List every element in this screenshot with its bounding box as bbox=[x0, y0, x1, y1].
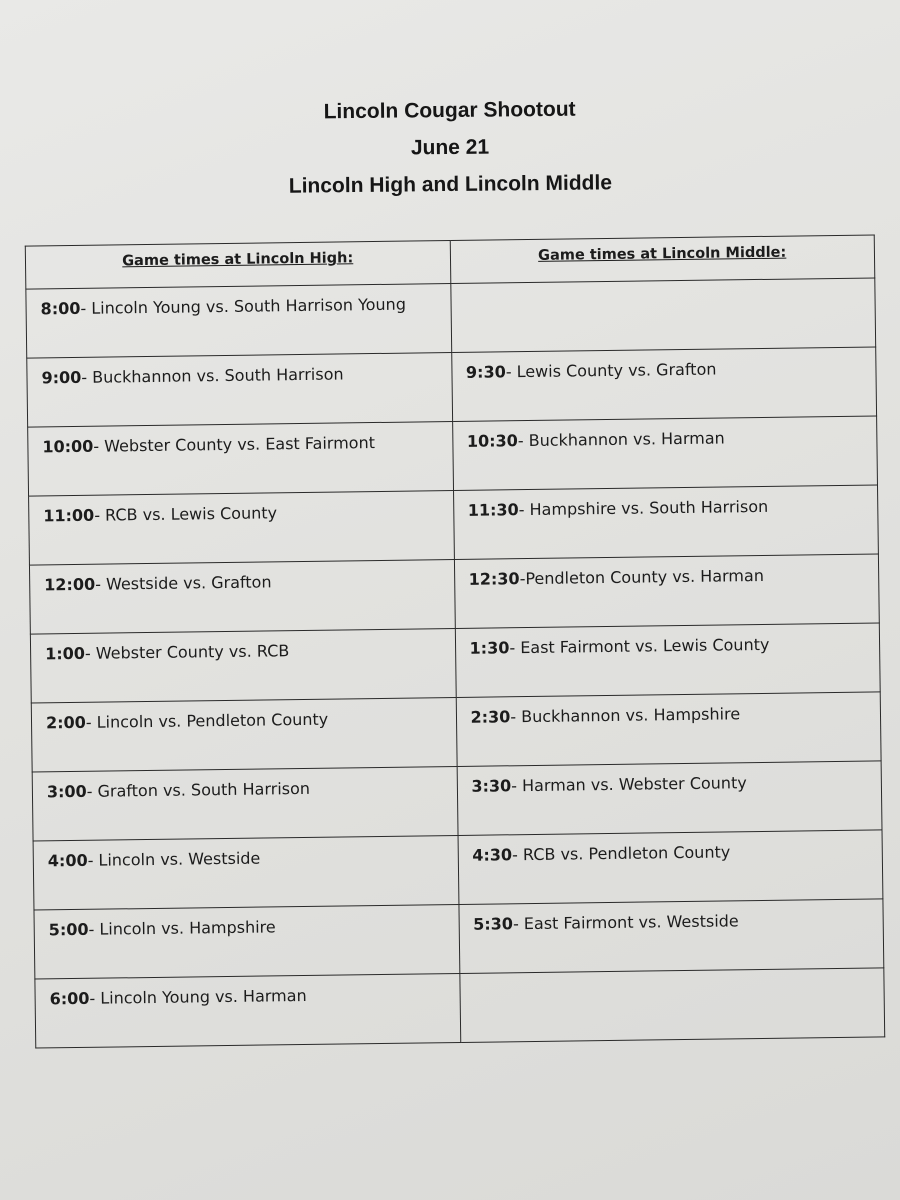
game-matchup: - Lincoln vs. Hampshire bbox=[88, 917, 276, 939]
game-matchup: - East Fairmont vs. Westside bbox=[512, 911, 739, 934]
middle-game-cell bbox=[458, 899, 883, 974]
game-matchup: - RCB vs. Pendleton County bbox=[511, 842, 731, 865]
table-row bbox=[33, 830, 883, 910]
game-time: 6:00 bbox=[49, 988, 90, 1009]
game-time: 5:00 bbox=[48, 919, 89, 940]
middle-game-cell bbox=[451, 347, 876, 422]
high-game-cell bbox=[29, 491, 454, 566]
game-time: 11:00 bbox=[43, 505, 95, 526]
middle-game-cell bbox=[453, 485, 878, 560]
game-time: 5:30 bbox=[473, 914, 514, 934]
game-time: 12:30 bbox=[468, 569, 520, 589]
table-row bbox=[29, 485, 879, 565]
game-time: 11:30 bbox=[467, 500, 519, 520]
event-venues: Lincoln High and Lincoln Middle bbox=[288, 171, 613, 198]
game-time: 2:30 bbox=[470, 707, 511, 727]
table-row bbox=[27, 347, 877, 427]
high-game-cell bbox=[34, 904, 459, 979]
game-matchup: - Lincoln vs. Westside bbox=[87, 848, 261, 870]
column-header-lincoln-high: Game times at Lincoln High: bbox=[25, 241, 450, 290]
middle-game-cell bbox=[450, 278, 875, 353]
game-matchup: - Buckhannon vs. Hampshire bbox=[510, 704, 741, 727]
table-row bbox=[28, 416, 878, 496]
game-time: 9:30 bbox=[465, 362, 506, 382]
middle-game-cell bbox=[457, 761, 882, 836]
game-time: 3:30 bbox=[471, 776, 512, 796]
game-matchup: - Lincoln Young vs. South Harrison Young bbox=[80, 294, 407, 318]
high-game-cell bbox=[31, 697, 456, 772]
game-matchup: - Webster County vs. East Fairmont bbox=[93, 433, 376, 456]
middle-game-cell bbox=[459, 968, 884, 1043]
high-game-cell bbox=[30, 629, 455, 704]
game-time: 12:00 bbox=[44, 574, 96, 595]
game-time: 9:00 bbox=[41, 367, 82, 388]
document-header bbox=[0, 87, 900, 207]
game-matchup: - Buckhannon vs. South Harrison bbox=[81, 364, 344, 387]
game-time: 10:30 bbox=[466, 431, 518, 451]
table-row bbox=[34, 899, 884, 979]
table-row bbox=[31, 692, 881, 772]
game-time: 4:00 bbox=[47, 850, 88, 871]
game-time: 4:30 bbox=[472, 845, 513, 865]
game-matchup: - Lewis County vs. Grafton bbox=[505, 359, 717, 382]
game-matchup: - Harman vs. Webster County bbox=[511, 773, 747, 796]
game-matchup: - East Fairmont vs. Lewis County bbox=[509, 634, 770, 658]
game-time: 3:00 bbox=[46, 781, 87, 802]
high-game-cell bbox=[26, 284, 451, 359]
table-row bbox=[29, 554, 879, 634]
game-matchup: - Hampshire vs. South Harrison bbox=[518, 496, 769, 520]
game-matchup: -Pendleton County vs. Harman bbox=[519, 565, 765, 589]
game-time: 1:30 bbox=[469, 638, 510, 658]
table-row bbox=[26, 278, 876, 358]
table-row bbox=[35, 968, 885, 1048]
middle-game-cell bbox=[456, 692, 881, 767]
game-matchup: - Westside vs. Grafton bbox=[95, 572, 272, 594]
high-game-cell bbox=[33, 835, 458, 910]
game-matchup: - Grafton vs. South Harrison bbox=[86, 778, 311, 801]
game-time: 1:00 bbox=[45, 643, 86, 664]
high-game-cell bbox=[35, 973, 460, 1048]
middle-game-cell bbox=[455, 623, 880, 698]
game-matchup: - Webster County vs. RCB bbox=[84, 641, 290, 663]
event-title: Lincoln Cougar Shootout bbox=[323, 97, 576, 124]
game-matchup: - Lincoln vs. Pendleton County bbox=[85, 709, 329, 732]
table-row bbox=[32, 761, 882, 841]
middle-game-cell bbox=[454, 554, 879, 629]
high-game-cell bbox=[27, 353, 452, 428]
game-time: 2:00 bbox=[45, 712, 86, 733]
game-matchup: - Buckhannon vs. Harman bbox=[517, 428, 725, 451]
high-game-cell bbox=[29, 560, 454, 635]
table-row bbox=[30, 623, 880, 703]
high-game-cell bbox=[28, 422, 453, 497]
column-header-lincoln-middle: Game times at Lincoln Middle: bbox=[450, 235, 875, 284]
game-time: 10:00 bbox=[42, 436, 94, 457]
schedule-table bbox=[25, 234, 885, 1048]
high-game-cell bbox=[32, 766, 457, 841]
game-matchup: - RCB vs. Lewis County bbox=[94, 503, 278, 525]
middle-game-cell bbox=[452, 416, 877, 491]
game-matchup: - Lincoln Young vs. Harman bbox=[89, 985, 307, 1008]
event-date: June 21 bbox=[410, 135, 490, 160]
game-time: 8:00 bbox=[40, 298, 81, 319]
middle-game-cell bbox=[458, 830, 883, 905]
